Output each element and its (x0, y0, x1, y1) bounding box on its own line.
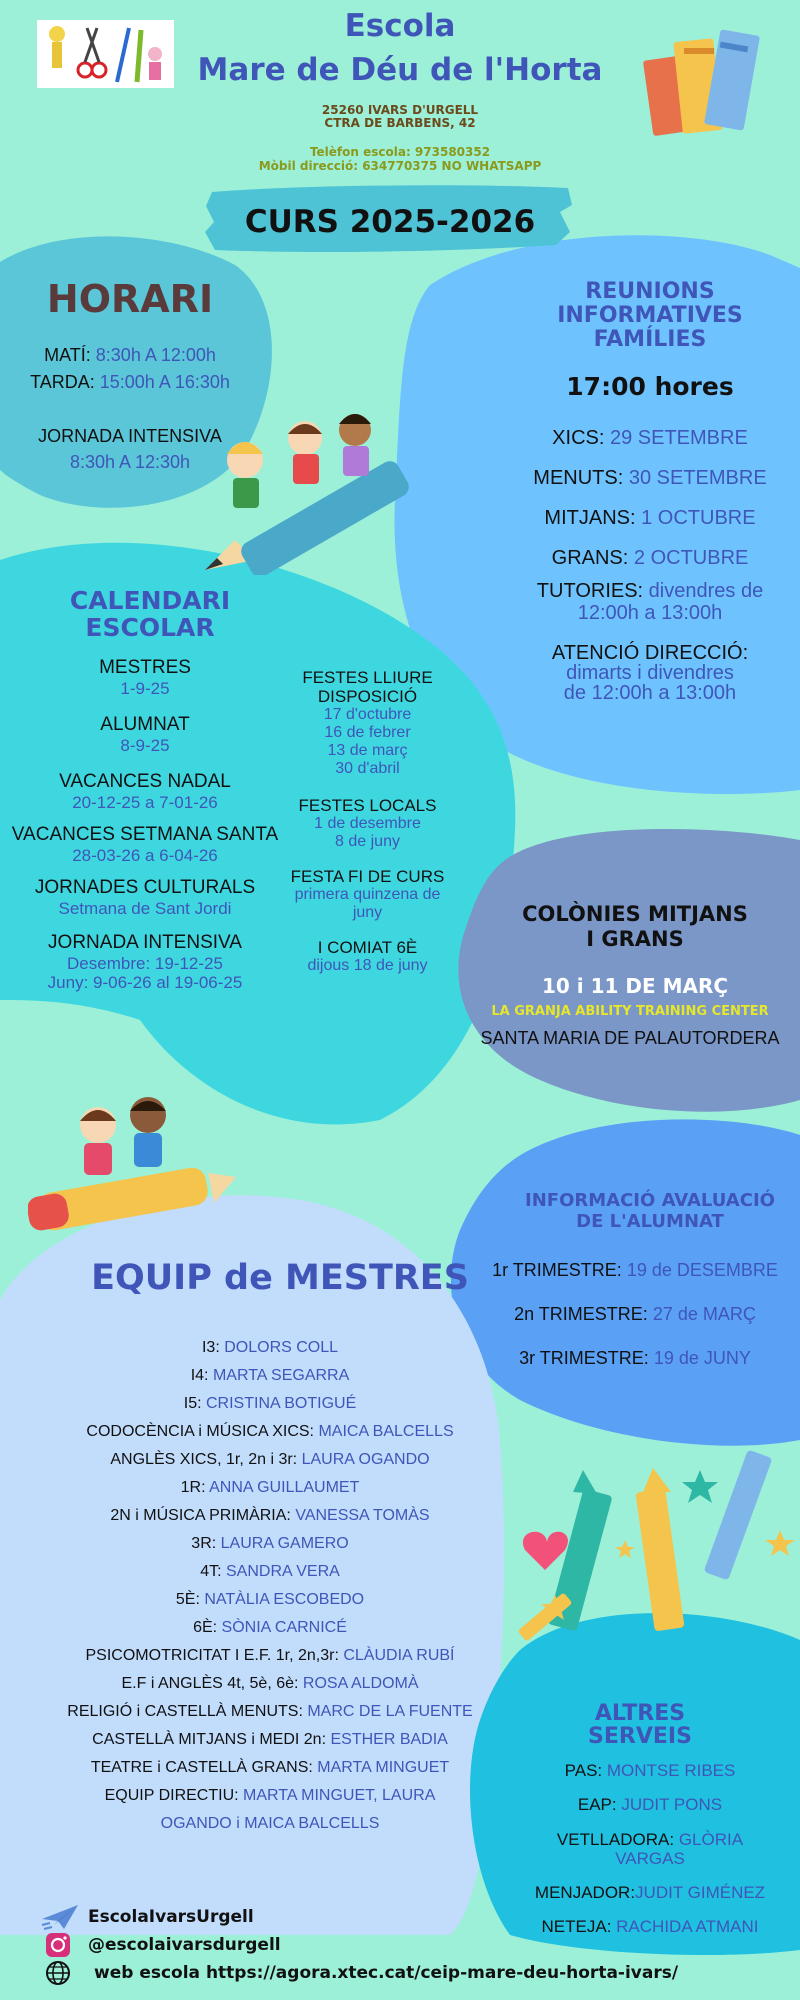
reunions-title-line2: INFORMATIVES (557, 303, 743, 328)
footer-twitter[interactable]: EscolaIvarsUrgell (88, 1907, 254, 1927)
calendari-item (0, 657, 290, 698)
avaluacio-row-value: 19 de JUNY (653, 1348, 751, 1368)
school-phone: Telèfon escola: 973580352 (309, 145, 491, 159)
equip-row-name: VANESSA TOMÀS (295, 1507, 430, 1524)
equip-row-role: PSICOMOTRICITAT I E.F. 1r, 2n,3r: (85, 1647, 339, 1664)
festes-lliure-date: 17 d'octubre (323, 706, 412, 723)
reunions-row-value: 2 OCTUBRE (633, 547, 749, 569)
festes-lliure (270, 668, 465, 778)
avaluacio-row-label: 1r TRIMESTRE: (492, 1260, 622, 1280)
equip-row-role: 6È: (193, 1619, 218, 1636)
equip-row-name: MARTA MINGUET, LAURA (243, 1787, 436, 1804)
calendari-item-value: 28-03-26 a 6-04-26 (72, 846, 218, 865)
calendari-item-label: ALUMNAT (100, 714, 190, 735)
equip-row-role: RELIGIÓ i CASTELLÀ MENUTS: (67, 1703, 303, 1720)
reunions-row-label: MITJANS: (544, 507, 636, 529)
reunions-title-line1: REUNIONS (585, 279, 715, 304)
equip-row-role: TEATRE i CASTELLÀ GRANS: (90, 1759, 313, 1776)
equip-row-name: NATÀLIA ESCOBEDO (204, 1591, 365, 1608)
reunions-row-value: 30 SETEMBRE (628, 467, 767, 489)
serveis-title-line1: ALTRES (594, 1701, 686, 1726)
footer (40, 1903, 760, 1987)
reunions-row (500, 498, 800, 538)
equip-row (20, 1418, 520, 1446)
atencio-value2: de 12:00h a 13:00h (563, 682, 737, 704)
calendari-item-value: 20-12-25 a 7-01-26 (72, 793, 218, 812)
tutories-value1: divendres de (648, 580, 764, 602)
calendari-item (0, 714, 290, 755)
globe-icon (40, 1959, 80, 1987)
tutories-label: TUTORIES: (536, 580, 644, 602)
serveis-vet-value2: VARGAS (615, 1849, 685, 1868)
calendari-title (40, 587, 260, 641)
equip-row-name: SÒNIA CARNICÉ (221, 1619, 347, 1636)
reunions-row-label: GRANS: (551, 547, 629, 569)
footer-web-row[interactable] (40, 1959, 760, 1987)
reunions-row (500, 458, 800, 498)
equip-row (20, 1558, 520, 1586)
serveis-vet-label: VETLLADORA: (556, 1830, 675, 1849)
equip-row (20, 1782, 520, 1810)
equip-row-role: I3: (201, 1339, 220, 1356)
horari-tarda (5, 369, 255, 395)
calendari-left-list (0, 657, 290, 1002)
calendari-item-label: JORNADES CULTURALS (34, 877, 256, 898)
equip-row-name: ROSA ALDOMÀ (302, 1675, 419, 1692)
reunions-row-value: 1 OCTUBRE (641, 507, 756, 529)
colonies-town: SANTA MARIA DE PALAUTORDERA (480, 1028, 780, 1048)
festes-locals-label: FESTES LOCALS (298, 796, 437, 815)
serveis-pas (510, 1754, 790, 1788)
reunions-row (500, 538, 800, 578)
equip-row-name: LAURA OGANDO (301, 1451, 430, 1468)
festes-lliure-label1: FESTES LLIURE (302, 668, 433, 687)
horari-tarda-value: 15:00h A 16:30h (99, 372, 230, 392)
horari-title: HORARI (46, 277, 214, 321)
equip-row-role: I5: (183, 1395, 202, 1412)
horari-mati (5, 342, 255, 368)
calendari-item-value: Setmana de Sant Jordi (58, 899, 232, 918)
footer-instagram-row[interactable] (40, 1931, 760, 1959)
equip-row-name: MAICA BALCELLS (318, 1423, 454, 1440)
calendari-item-label: VACANCES SETMANA SANTA (11, 824, 279, 845)
calendari-item-label: MESTRES (99, 657, 191, 678)
atencio-direccio (500, 643, 800, 703)
avaluacio-row (470, 1248, 800, 1292)
calendari-right-list (270, 668, 465, 975)
festes-lliure-date: 30 d'abril (335, 760, 400, 777)
horari-tarda-label: TARDA: (30, 372, 95, 392)
reunions-time: 17:00 hores (566, 372, 734, 401)
equip-row (20, 1726, 520, 1754)
avaluacio-row (470, 1292, 800, 1336)
festes-lliure-date: 16 de febrer (324, 724, 411, 741)
equip-row-name: DOLORS COLL (224, 1339, 339, 1356)
atencio-label: ATENCIÓ DIRECCIÓ: (551, 642, 749, 664)
serveis-eap-value: JUDIT PONS (621, 1795, 723, 1814)
festa-fi-curs (270, 867, 465, 922)
equip-row (20, 1362, 520, 1390)
calendari-item-value: 1-9-25 (120, 679, 170, 698)
comiat-value: dijous 18 de juny (307, 957, 428, 974)
equip-row (20, 1446, 520, 1474)
equip-row-role: 3R: (191, 1535, 217, 1552)
festes-locals-v1: 1 de desembre (314, 815, 421, 832)
school-name-line2: Mare de Déu de l'Horta (197, 52, 603, 88)
reunions-title (520, 280, 780, 352)
equip-row-role: CODOCÈNCIA i MÚSICA XICS: (86, 1423, 314, 1440)
equip-row (20, 1474, 520, 1502)
colonies-title (480, 902, 790, 952)
horari-intensiva-label: JORNADA INTENSIVA (38, 426, 222, 446)
calendari-item (0, 824, 290, 865)
atencio-value1: dimarts i divendres (566, 662, 734, 684)
equip-row-name: SANDRA VERA (225, 1563, 340, 1580)
course-title: CURS 2025-2026 (244, 204, 536, 240)
reunions-row-label: MENUTS: (533, 467, 624, 489)
equip-row (20, 1754, 520, 1782)
serveis-pas-value: MONTSE RIBES (606, 1761, 736, 1780)
calendari-intensiva-label: JORNADA INTENSIVA (48, 932, 242, 953)
festa-fi-label: FESTA FI DE CURS (290, 867, 445, 886)
colonies-place: LA GRANJA ABILITY TRAINING CENTER (491, 1004, 769, 1019)
equip-row-role: E.F i ANGLÈS 4t, 5è, 6è: (121, 1675, 299, 1692)
equip-row (20, 1390, 520, 1418)
equip-row-name: LAURA GAMERO (220, 1535, 349, 1552)
reunions-row-label: XICS: (552, 427, 605, 449)
equip-row-role: 2N i MÚSICA PRIMÀRIA: (110, 1507, 291, 1524)
calendari-intensiva-v2: Juny: 9-06-26 al 19-06-25 (47, 973, 243, 992)
equip-last-line: OGANDO i MAICA BALCELLS (160, 1815, 380, 1832)
colonies-title-line1: COLÒNIES MITJANS (522, 902, 748, 926)
equip-row-role: 5È: (175, 1591, 200, 1608)
equip-row-role: ANGLÈS XICS, 1r, 2n i 3r: (110, 1451, 298, 1468)
avaluacio-row-value: 27 de MARÇ (652, 1304, 756, 1324)
horari-mati-value: 8:30h A 12:00h (95, 345, 216, 365)
equip-row (20, 1614, 520, 1642)
reunions-title-line3: FAMÍLIES (593, 327, 707, 352)
serveis-net-value: RACHIDA ATMANI (616, 1917, 759, 1936)
equip-row-name: CRISTINA BOTIGUÉ (206, 1395, 357, 1412)
equip-row (20, 1502, 520, 1530)
footer-web[interactable]: web escola https://agora.xtec.cat/ceip-mare-deu-horta-ivars/ (94, 1963, 679, 1983)
director-mobile: Mòbil direcció: 634770375 NO WHATSAPP (258, 159, 542, 173)
festes-locals (270, 796, 465, 851)
colonies-title-line2: I GRANS (586, 927, 684, 951)
address-line1: 25260 IVARS D'URGELL (321, 103, 479, 117)
serveis-title-line2: SERVEIS (588, 1724, 692, 1749)
serveis-vet-value1: GLÒRIA (678, 1830, 744, 1849)
calendari-item (0, 877, 290, 918)
instagram-icon (40, 1931, 80, 1959)
serveis-net-label: NETEJA: (541, 1917, 612, 1936)
kids-pencil-illustration-1 (195, 390, 415, 575)
serveis-pas-label: PAS: (564, 1761, 603, 1780)
equip-row-role: 4T: (200, 1563, 222, 1580)
equip-row (20, 1670, 520, 1698)
equip-title: EQUIP de MESTRES (91, 1258, 469, 1298)
serveis-menj-label: MENJADOR: (534, 1883, 636, 1902)
books-illustration (640, 18, 790, 136)
crayons-illustration (505, 1430, 800, 1650)
equip-row-name: MARTA MINGUET (317, 1759, 450, 1776)
equip-list (20, 1334, 520, 1838)
colonies-dates: 10 i 11 DE MARÇ (541, 974, 729, 998)
festes-locals-v2: 8 de juny (335, 833, 400, 850)
festes-lliure-date: 13 de març (327, 742, 408, 759)
reunions-row (500, 418, 800, 458)
calendari-item-value: 8-9-25 (120, 736, 170, 755)
equip-row (20, 1586, 520, 1614)
equip-row (20, 1642, 520, 1670)
tutories-value2: 12:00h a 13:00h (577, 602, 723, 624)
reunions-list (500, 418, 800, 578)
equip-row-role: 1R: (180, 1479, 206, 1496)
equip-row-name: ESTHER BADIA (330, 1731, 448, 1748)
equip-row-role: EQUIP DIRECTIU: (104, 1787, 239, 1804)
school-name-line1: Escola (344, 8, 456, 44)
serveis-eap (510, 1788, 790, 1822)
equip-row-name: MARC DE LA FUENTE (307, 1703, 473, 1720)
festes-lliure-label2: DISPOSICIÓ (317, 687, 418, 706)
calendari-intensiva (0, 932, 290, 992)
equip-row (20, 1530, 520, 1558)
serveis-eap-label: EAP: (577, 1795, 617, 1814)
calendari-item (0, 771, 290, 812)
equip-row-name: CLÀUDIA RUBÍ (343, 1647, 455, 1664)
equip-row (20, 1698, 520, 1726)
serveis-vetlladora (510, 1822, 790, 1876)
address-line2: CTRA DE BARBENS, 42 (324, 116, 476, 130)
footer-twitter-row[interactable] (40, 1903, 760, 1931)
avaluacio-title (505, 1190, 795, 1232)
horari-mati-label: MATÍ: (44, 345, 91, 365)
kids-pencil-illustration-2 (28, 1085, 238, 1240)
calendari-intensiva-v1: Desembre: 19-12-25 (67, 954, 223, 973)
calendari-item-label: VACANCES NADAL (59, 771, 231, 792)
avaluacio-title-line1: INFORMACIÓ AVALUACIÓ (525, 1190, 775, 1211)
reunions-row-value: 29 SETEMBRE (609, 427, 748, 449)
equip-row-name: MARTA SEGARRA (212, 1367, 350, 1384)
festa-fi-v1: primera quinzena de (294, 886, 441, 903)
tutories (500, 580, 800, 624)
equip-row (20, 1334, 520, 1362)
avaluacio-row-label: 2n TRIMESTRE: (514, 1304, 648, 1324)
calendari-title-line2: ESCOLAR (85, 613, 215, 642)
avaluacio-row-label: 3r TRIMESTRE: (519, 1348, 649, 1368)
comiat-6e (270, 938, 465, 975)
paper-plane-icon (40, 1903, 80, 1931)
colonies-blob (458, 829, 800, 1112)
footer-instagram[interactable]: @escolaivarsdurgell (88, 1935, 281, 1955)
equip-row-name: ANNA GUILLAUMET (209, 1479, 360, 1496)
serveis-menj-value: JUDIT GIMÉNEZ (635, 1883, 766, 1902)
equip-row-role: I4: (190, 1367, 209, 1384)
comiat-label: I COMIAT 6È (317, 938, 418, 957)
equip-row-role: CASTELLÀ MITJANS i MEDI 2n: (92, 1731, 327, 1748)
avaluacio-title-line2: DE L'ALUMNAT (576, 1211, 724, 1232)
avaluacio-row-value: 19 de DESEMBRE (626, 1260, 778, 1280)
horari-intensiva-value: 8:30h A 12:30h (69, 452, 191, 472)
festa-fi-v2: juny (352, 904, 383, 921)
serveis-title (555, 1702, 725, 1748)
calendari-title-line1: CALENDARI (69, 586, 231, 615)
